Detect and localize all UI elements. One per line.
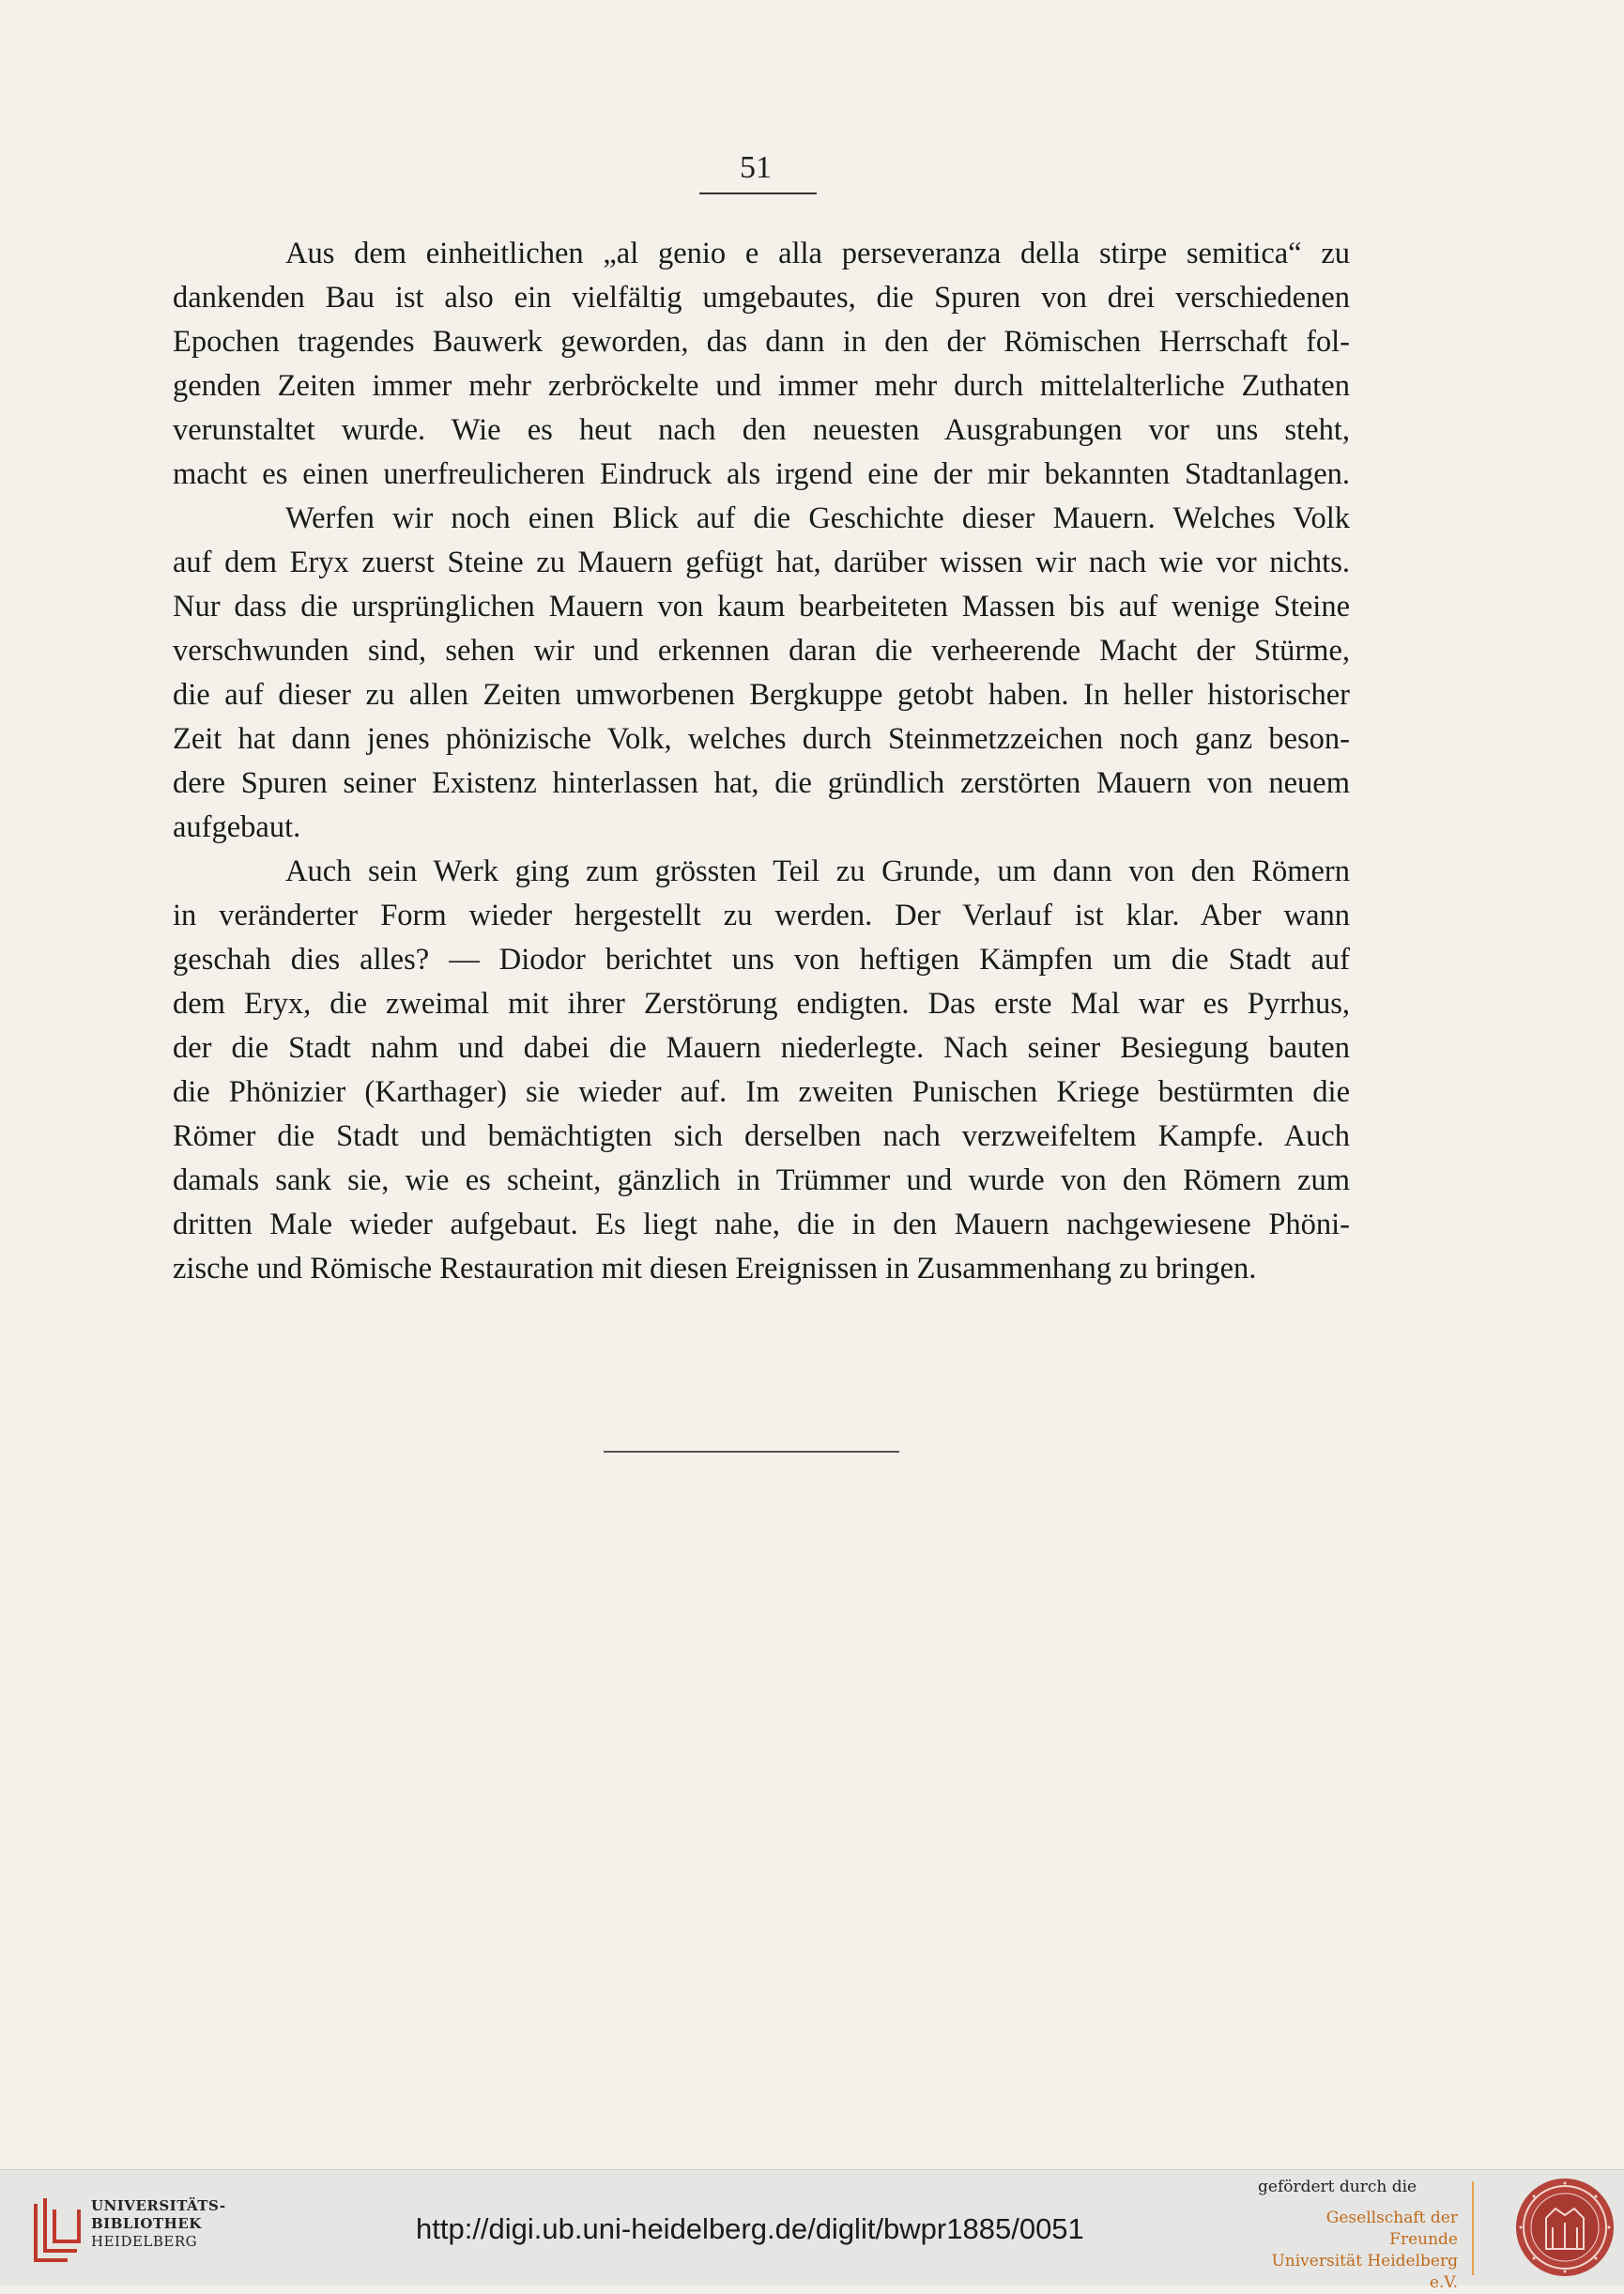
- text-line: Aus dem einheitlichen „al genio e alla perseveranza della stirpe semitica“ zu: [285, 237, 1350, 270]
- closing-rule: [604, 1451, 899, 1453]
- text-line: genden Zeiten immer mehr zerbröckelte und immer mehr durch mittelalterliche Zuthaten: [173, 369, 1350, 403]
- text-line: zische und Römische Restauration mit diesen Ereignissen in Zusammenhang zu bringen.: [173, 1252, 1257, 1286]
- footer-divider: [1472, 2181, 1474, 2275]
- text-line: dankenden Bau ist also ein vielfältig umgebautes, die Spuren von drei verschiedenen: [173, 281, 1350, 315]
- text-line: die Phönizier (Karthager) sie wieder auf. Im zweiten Punischen Kriege bestürmten die: [173, 1075, 1350, 1109]
- text-line: Werfen wir noch einen Blick auf die Geschichte dieser Mauern. Welches Volk: [285, 501, 1350, 535]
- text-line: Epochen tragendes Bauwerk geworden, das dann in den der Römischen Herrschaft fol-: [173, 325, 1350, 359]
- text-line: dritten Male wieder aufgebaut. Es liegt nahe, die in den Mauern nachgewiesene Phöni-: [173, 1208, 1350, 1241]
- text-line: damals sank sie, wie es scheint, gänzlich in Trümmer und wurde von den Römern zum: [173, 1163, 1350, 1197]
- library-name[interactable]: [91, 2197, 226, 2251]
- society-name-line-2: Universität Heidelberg e.V.: [1271, 2252, 1458, 2292]
- page-number-rule: [699, 192, 817, 194]
- text-line: Auch sein Werk ging zum grössten Teil zu Grunde, um dann von den Römern: [285, 854, 1350, 888]
- text-line: dem Eryx, die zweimal mit ihrer Zerstörung endigten. Das erste Mal war es Pyrrhus,: [173, 987, 1350, 1021]
- text-line: dere Spuren seiner Existenz hinterlassen hat, die gründlich zerstörten Mauern von neuem: [173, 766, 1350, 800]
- text-line: Nur dass die ursprünglichen Mauern von kaum bearbeiteten Massen bis auf wenige Steine: [173, 590, 1350, 624]
- page-number: 51: [740, 150, 772, 185]
- society-name[interactable]: [1261, 2208, 1458, 2294]
- text-line: auf dem Eryx zuerst Steine zu Mauern gefügt hat, darüber wissen wir nach wie vor nichts.: [173, 546, 1350, 579]
- society-name-line-1: Gesellschaft der Freunde: [1325, 2209, 1458, 2249]
- permalink-url[interactable]: http://digi.ub.uni-heidelberg.de/diglit/bwpr1885/0051: [416, 2212, 1084, 2245]
- text-line: der die Stadt nahm und dabei die Mauern niederlegte. Nach seiner Besiegung bauten: [173, 1031, 1350, 1065]
- text-line: die auf dieser zu allen Zeiten umworbenen Bergkuppe getobt haben. In heller historischer: [173, 678, 1350, 712]
- ub-heidelberg-logo-icon[interactable]: [30, 2194, 84, 2268]
- library-name-line-3: HEIDELBERG: [91, 2233, 198, 2250]
- library-name-line-1: UNIVERSITÄTS-: [91, 2197, 226, 2214]
- text-line: verschwunden sind, sehen wir und erkennen daran die verheerende Macht der Stürme,: [173, 634, 1350, 668]
- text-line: macht es einen unerfreulicheren Eindruck als irgend eine der mir bekannten Stadtanlagen.: [173, 457, 1350, 491]
- text-line: Zeit hat dann jenes phönizische Volk, welches durch Steinmetzzeichen noch ganz beson-: [173, 722, 1350, 756]
- text-line: verunstaltet wurde. Wie es heut nach den neuesten Ausgrabungen vor uns steht,: [173, 413, 1350, 447]
- text-line: in veränderter Form wieder hergestellt zu werden. Der Verlauf ist klar. Aber wann: [173, 899, 1350, 932]
- text-line: Römer die Stadt und bemächtigten sich derselben nach verzweifeltem Kampfe. Auch: [173, 1119, 1350, 1153]
- body-text: [173, 232, 1350, 1291]
- text-line: geschah dies alles? — Diodor berichtet uns von heftigen Kämpfen um die Stadt auf: [173, 943, 1350, 977]
- text-line: aufgebaut.: [173, 810, 301, 844]
- library-name-line-2: BIBLIOTHEK: [91, 2215, 202, 2232]
- funded-by-label: gefördert durch die: [1258, 2178, 1417, 2196]
- university-seal-icon: [1513, 2176, 1616, 2279]
